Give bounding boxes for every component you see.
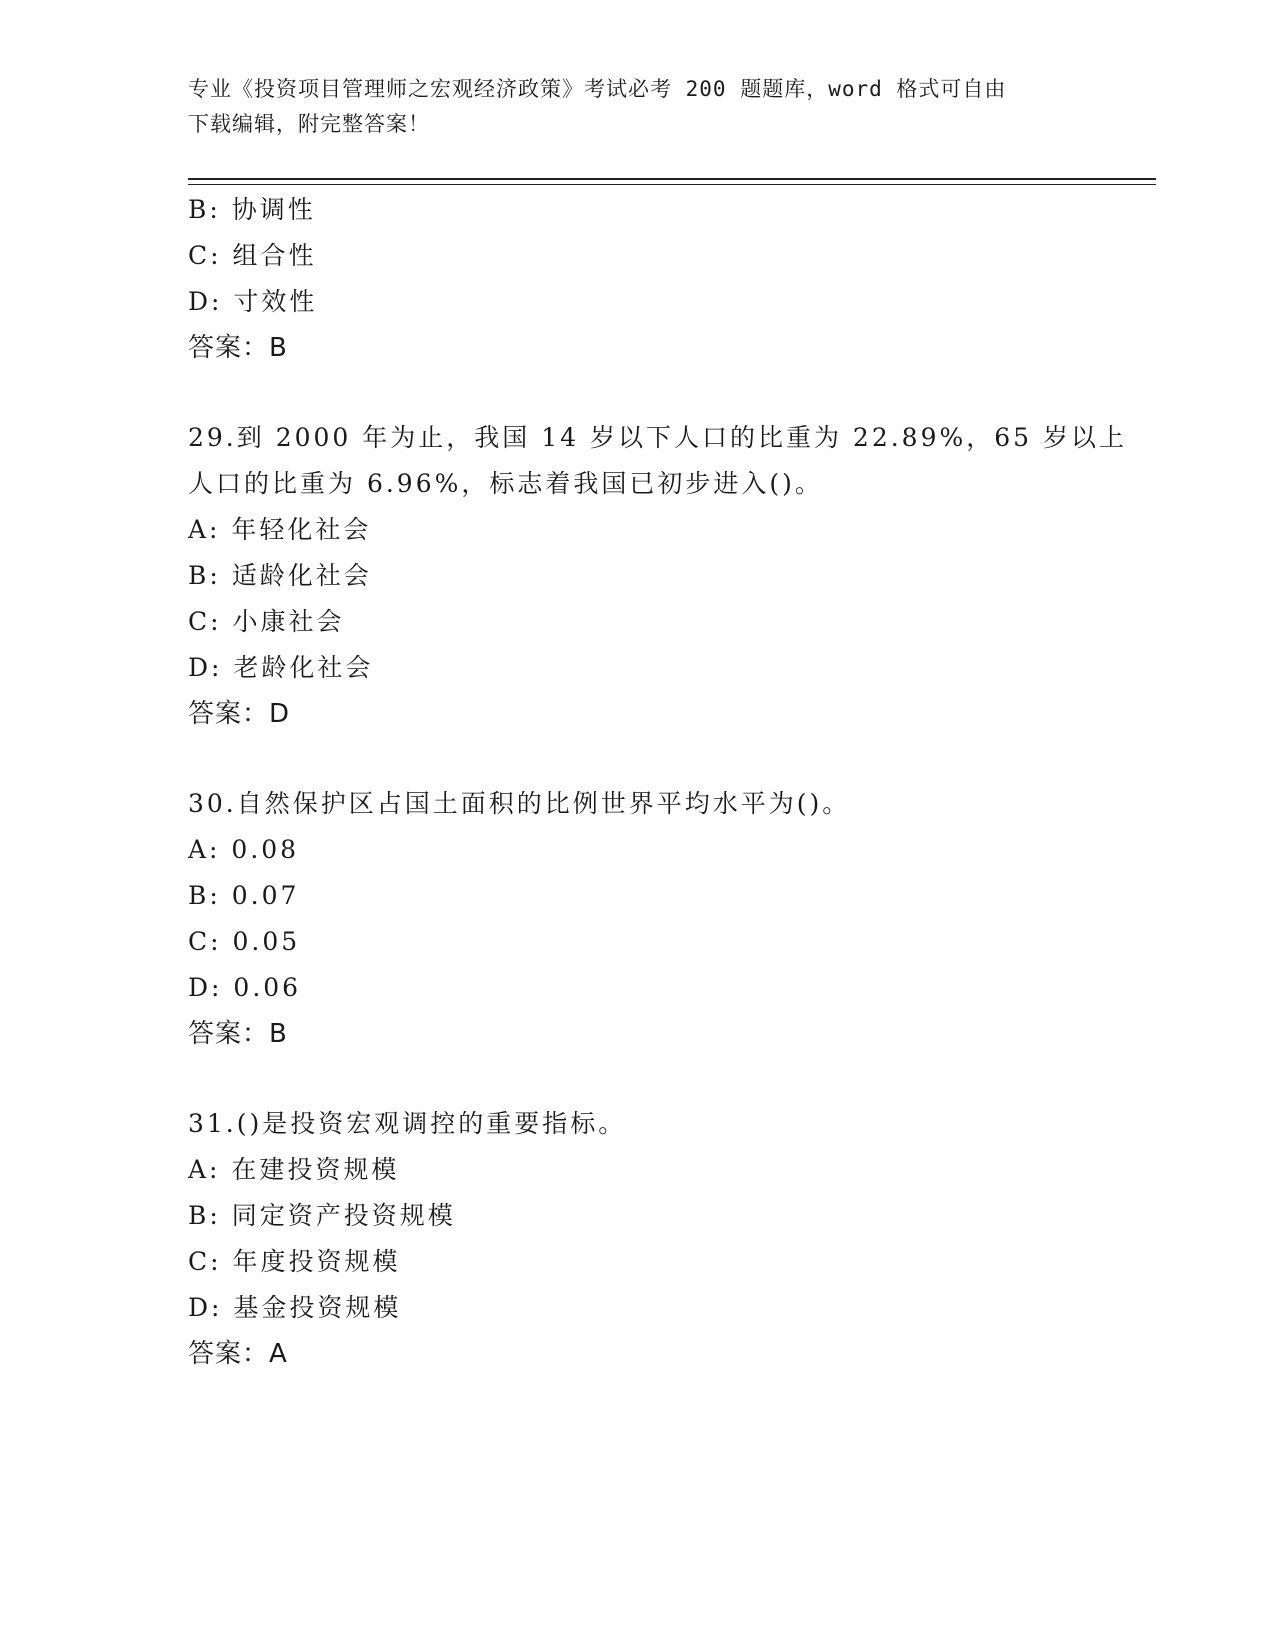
option-c: C: 小康社会 bbox=[188, 607, 345, 636]
option-a: A: 0.08 bbox=[188, 835, 300, 864]
answer-line: 答案：B bbox=[188, 1019, 288, 1049]
option-d: D: 0.06 bbox=[188, 973, 302, 1002]
question-31 bbox=[188, 1101, 1088, 1377]
question-list bbox=[188, 187, 1128, 1377]
option-a: A: 年轻化社会 bbox=[188, 515, 372, 544]
question-28-continuation bbox=[188, 187, 1088, 371]
header-line-2: 下载编辑，附完整答案！ bbox=[188, 112, 430, 136]
option-d: D: 老龄化社会 bbox=[188, 653, 374, 682]
question-stem: 30.自然保护区占国土面积的比例世界平均水平为()。 bbox=[188, 789, 851, 818]
option-b: B: 同定资产投资规模 bbox=[188, 1201, 456, 1230]
question-29 bbox=[188, 415, 1128, 737]
document-header bbox=[188, 72, 1068, 142]
header-divider-thick bbox=[188, 178, 1156, 180]
question-30 bbox=[188, 781, 1088, 1057]
question-stem: 29.到 2000 年为止，我国 14 岁以下人口的比重为 22.89%，65 岁以上 bbox=[188, 423, 1128, 452]
option-c: C: 组合性 bbox=[188, 241, 317, 270]
answer-line: 答案：B bbox=[188, 333, 288, 363]
option-b: B: 协调性 bbox=[188, 195, 316, 224]
option-d: D: 寸效性 bbox=[188, 287, 318, 316]
option-c: C: 年度投资规模 bbox=[188, 1247, 401, 1276]
option-c: C: 0.05 bbox=[188, 927, 301, 956]
header-divider-thin bbox=[188, 184, 1156, 185]
option-b: B: 适龄化社会 bbox=[188, 561, 372, 590]
answer-line: 答案：D bbox=[188, 699, 291, 729]
option-b: B: 0.07 bbox=[188, 881, 300, 910]
header-line-1: 专业《投资项目管理师之宏观经济政策》考试必考 200 题题库，word 格式可自由 bbox=[188, 77, 1007, 101]
option-d: D: 基金投资规模 bbox=[188, 1293, 402, 1322]
question-stem: 31.()是投资宏观调控的重要指标。 bbox=[188, 1109, 627, 1138]
option-a: A: 在建投资规模 bbox=[188, 1155, 400, 1184]
answer-line: 答案：A bbox=[188, 1339, 288, 1369]
question-stem-continued: 人口的比重为 6.96%，标志着我国已初步进入()。 bbox=[188, 469, 823, 498]
